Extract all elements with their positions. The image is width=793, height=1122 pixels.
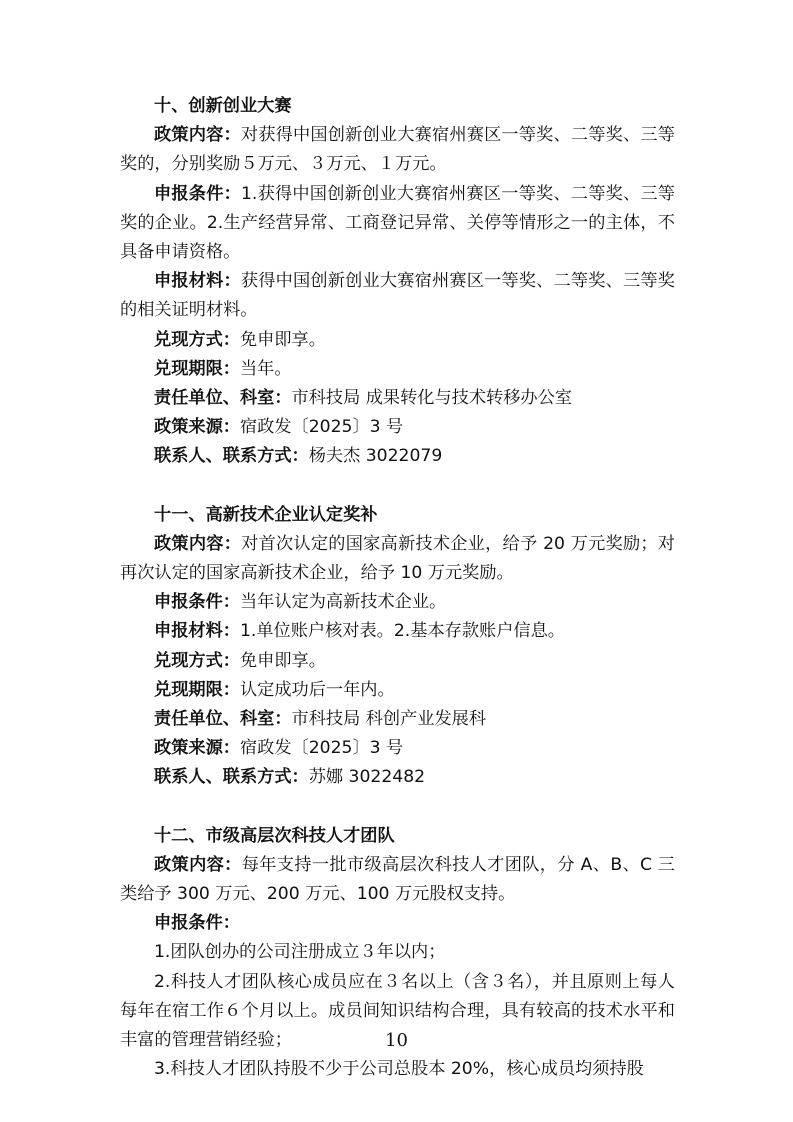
- item-label: 兑现期限：: [154, 358, 240, 379]
- policy-content: [120, 530, 675, 588]
- item-label: 申报材料：: [154, 621, 240, 642]
- section-high-tech-enterprise: [120, 501, 675, 793]
- application-conditions: [120, 909, 675, 938]
- item-label: 申报条件：: [154, 913, 240, 934]
- redemption-period: [120, 676, 675, 705]
- item-text: 宿政发〔2025〕3 号: [239, 417, 404, 438]
- page-number: 10: [385, 1030, 408, 1051]
- item-text: 认定成功后一年内。: [239, 679, 395, 700]
- item-label: 政策来源：: [154, 417, 240, 438]
- item-label: 兑现方式：: [154, 329, 240, 350]
- section-title: 十一、高新技术企业认定奖补: [154, 504, 378, 525]
- item-text: 当年。: [239, 358, 292, 379]
- policy-content: [120, 851, 675, 909]
- item-text: 当年认定为高新技术企业。: [239, 592, 447, 613]
- item-text: 苏娜 3022482: [308, 767, 426, 788]
- item-label: 政策内容：: [154, 854, 242, 875]
- item-text: 宿政发〔2025〕3 号: [239, 738, 404, 759]
- item-text: 免申即享。: [239, 650, 326, 671]
- application-materials: [120, 267, 675, 325]
- item-text: 对获得中国创新创业大赛宿州赛区一等奖、二等奖、三等奖的，分别奖励５万元、３万元、１万元。: [120, 125, 675, 175]
- section-title: 十二、市级高层次科技人才团队: [154, 825, 395, 846]
- item-text: 免申即享。: [239, 329, 326, 350]
- item-label: 申报条件：: [154, 183, 241, 204]
- condition-item: 2.科技人才团队核心成员应在３名以上（含３名），并且原则上每人每年在宿工作６个月以上。成员间知识结构合理，具有较高的技术水平和丰富的管理营销经验；: [120, 971, 675, 1051]
- item-label: 联系人、联系方式：: [154, 767, 309, 788]
- item-label: 政策来源：: [154, 738, 240, 759]
- responsible-unit: [120, 705, 675, 734]
- item-label: 兑现方式：: [154, 650, 240, 671]
- item-label: 责任单位、科室：: [154, 388, 292, 409]
- item-label: 政策内容：: [154, 533, 242, 554]
- item-label: 联系人、联系方式：: [154, 446, 309, 467]
- condition-item: 1.团队创办的公司注册成立３年以内；: [154, 942, 446, 963]
- item-text: 杨夫杰 3022079: [308, 446, 443, 467]
- condition-item: 3.科技人才团队持股不少于公司总股本 20%，核心成员均须持股: [154, 1059, 644, 1080]
- item-label: 兑现期限：: [154, 679, 240, 700]
- item-text: 每年支持一批市级高层次科技人才团队，分 A、B、C 三类给予 300 万元、200 万元、100 万元股权支持。: [120, 854, 675, 905]
- item-label: 责任单位、科室：: [154, 709, 292, 730]
- item-label: 申报条件：: [154, 592, 240, 613]
- item-text: 市科技局 科创产业发展科: [291, 709, 487, 730]
- responsible-unit: [120, 384, 675, 413]
- item-label: 申报材料：: [154, 271, 241, 292]
- contact-info: [120, 763, 675, 792]
- application-conditions: [120, 588, 675, 617]
- item-text: 市科技局 成果转化与技术转移办公室: [291, 388, 572, 409]
- contact-info: [120, 442, 675, 471]
- redemption-method: [120, 326, 675, 355]
- application-conditions: [120, 180, 675, 268]
- policy-source: [120, 734, 675, 763]
- application-materials: [120, 617, 675, 646]
- item-text: 1.获得中国创新创业大赛宿州赛区一等奖、二等奖、三等奖的企业。2.生产经营异常、工商登记异常、关停等情形之一的主体，不具备申请资格。: [120, 183, 675, 263]
- redemption-method: [120, 647, 675, 676]
- item-text: 1.单位账户核对表。2.基本存款账户信息。: [239, 621, 565, 642]
- section-innovation-contest: [120, 92, 675, 472]
- policy-source: [120, 413, 675, 442]
- redemption-period: [120, 355, 675, 384]
- page-content: [120, 92, 675, 1085]
- section-title: 十、创新创业大赛: [154, 96, 292, 116]
- item-text: 获得中国创新创业大赛宿州赛区一等奖、二等奖、三等奖的相关证明材料。: [120, 271, 675, 321]
- item-text: 对首次认定的国家高新技术企业，给予 20 万元奖励；对再次认定的国家高新技术企业，给予 10 万元奖励。: [120, 533, 675, 584]
- policy-content: [120, 121, 675, 179]
- item-label: 政策内容：: [154, 125, 241, 146]
